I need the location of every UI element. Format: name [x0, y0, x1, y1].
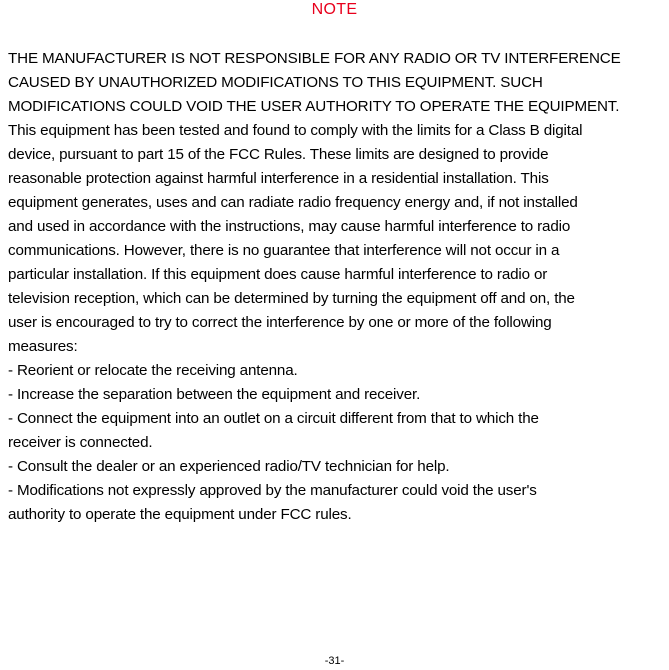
note-title: NOTE — [311, 1, 358, 18]
measure-item: - Modifications not expressly approved by the manufacturer could void the user's — [8, 482, 537, 499]
text-line: measures: — [8, 338, 78, 355]
measure-item: - Connect the equipment into an outlet on a circuit different from that to which the — [8, 410, 539, 427]
text-line: receiver is connected. — [8, 434, 153, 451]
page-number: -31- — [324, 655, 345, 667]
text-line: authority to operate the equipment under FCC rules. — [8, 506, 352, 523]
measure-item: - Reorient or relocate the receiving antenna. — [8, 362, 298, 379]
text-line: device, pursuant to part 15 of the FCC Rules. These limits are designed to provide — [8, 146, 549, 163]
text-line: THE MANUFACTURER IS NOT RESPONSIBLE FOR ANY RADIO OR TV INTERFERENCE — [8, 50, 621, 67]
measure-item: - Consult the dealer or an experienced radio/TV technician for help. — [8, 458, 450, 475]
text-line: particular installation. If this equipment does cause harmful interference to radio or — [8, 266, 548, 283]
text-line: This equipment has been tested and found to comply with the limits for a Class B digital — [8, 122, 583, 139]
text-line: and used in accordance with the instructions, may cause harmful interference to radio — [8, 218, 571, 235]
text-line: communications. However, there is no guarantee that interference will not occur in a — [8, 242, 560, 259]
text-line: user is encouraged to try to correct the interference by one or more of the following — [8, 314, 552, 331]
text-line: MODIFICATIONS COULD VOID THE USER AUTHORITY TO OPERATE THE EQUIPMENT. — [8, 98, 620, 115]
text-line: television reception, which can be determined by turning the equipment off and on, the — [8, 290, 575, 307]
fcc-notice-body — [8, 47, 668, 527]
text-line: CAUSED BY UNAUTHORIZED MODIFICATIONS TO THIS EQUIPMENT. SUCH — [8, 74, 543, 91]
measure-item: - Increase the separation between the equipment and receiver. — [8, 386, 421, 403]
text-line: reasonable protection against harmful interference in a residential installation. This — [8, 170, 549, 187]
text-line: equipment generates, uses and can radiate radio frequency energy and, if not installed — [8, 194, 578, 211]
